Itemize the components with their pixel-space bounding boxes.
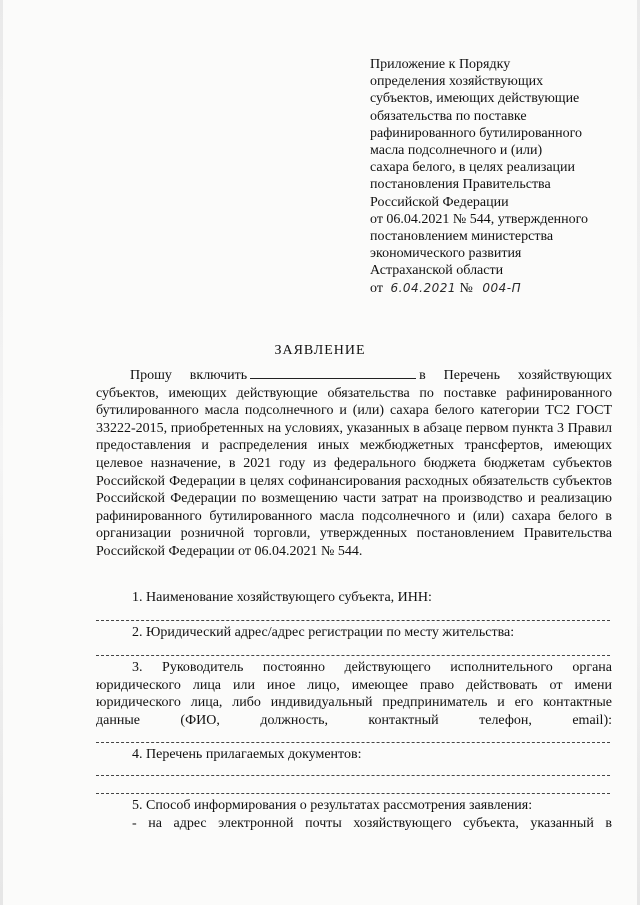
appendix-line: субъектов, имеющих действующие [370, 91, 580, 107]
appendix-line: от 06.04.2021 № 544, утвержденного [370, 211, 589, 227]
handwritten-date: 6.04.2021 [390, 280, 457, 295]
item-1 [96, 589, 612, 607]
item-1-label: 1. Наименование хозяйствующего субъекта, ИНН: [132, 590, 432, 605]
body-prefix: Прошу включить [130, 368, 248, 383]
item-5-option-email: - на адрес электронной почты хозяйствующего субъекта, указанный в [132, 815, 612, 831]
entity-name-blank[interactable] [250, 366, 416, 379]
appendix-line: масла подсолнечного и (или) [370, 143, 543, 159]
appendix-line: экономического развития [370, 246, 522, 262]
appendix-line: определения хозяйствующих [370, 74, 544, 90]
item-3-line-1: 3. Руководитель постоянно действующего исполнительного органа [132, 660, 612, 675]
appendix-line: постановлением министерства [370, 229, 554, 245]
body-text: в Перечень хозяйствующих субъектов, имеющих действующие обязательства по поставке рафинированного бутилированного масла подсолнечного и (или) сахара белого категории ТС2 ГОСТ 33222-2015, приобретенных на условиях, указанных в абзаце первом пункта 3 Правил предоставления и распределения иных межбюджетных трансфертов, имеющих целевое назначение, в 2021 году из федерального бюджета бюджетам субъектов Российской Федерации в целях софинансирования расходных обязательств субъектов Российской Федерации по возмещению части затрат на производство и реализацию рафинированного бутилированного масла подсолнечного и (или) сахара белого в организации розничной торговли, утвержденных постановлением Правительства Российской Федерации от 06.04.2021 № 544. [96, 368, 612, 559]
item-3-line-4: данные (ФИО, должность, контактный телефон, email): [96, 712, 612, 728]
item-4-label: 4. Перечень прилагаемых документов: [132, 747, 362, 762]
scan-edge-left [0, 0, 3, 905]
appendix-line: Астраханской области [370, 263, 504, 279]
document-title: ЗАЯВЛЕНИЕ [274, 343, 366, 358]
item-4 [96, 746, 612, 764]
item-2 [96, 624, 612, 642]
appendix-date-number [370, 280, 632, 297]
item-1-fill-line[interactable] [96, 620, 610, 621]
item-5 [96, 797, 612, 832]
item-3 [96, 659, 612, 729]
item-3-line-3: юридического лица, либо индивидуальный предприниматель и его контактные [96, 695, 612, 711]
appendix-block [370, 56, 632, 297]
appendix-line: сахара белого, в целях реализации [370, 160, 576, 176]
item-4-fill-line-1[interactable] [96, 775, 610, 776]
date-prefix: от [370, 280, 383, 296]
item-3-line-2: юридического лица или иное лицо, имеющее право действовать от имени [96, 677, 612, 693]
number-sign: № [459, 280, 473, 296]
appendix-line: Российской Федерации [370, 194, 509, 210]
item-5-label: 5. Способ информирования о результатах рассмотрения заявления: [132, 798, 533, 813]
item-4-fill-line-2[interactable] [96, 793, 610, 794]
appendix-line: Приложение к Порядку [370, 57, 511, 72]
item-3-fill-line[interactable] [96, 742, 610, 743]
application-body [96, 366, 612, 561]
item-2-fill-line[interactable] [96, 655, 610, 656]
item-2-label: 2. Юридический адрес/адрес регистрации по месту жительства: [132, 625, 515, 640]
handwritten-number: 004-П [482, 280, 522, 295]
appendix-line: обязательства по поставке [370, 108, 527, 124]
appendix-line: рафинированного бутилированного [370, 125, 582, 141]
appendix-line: постановления Правительства [370, 177, 551, 193]
